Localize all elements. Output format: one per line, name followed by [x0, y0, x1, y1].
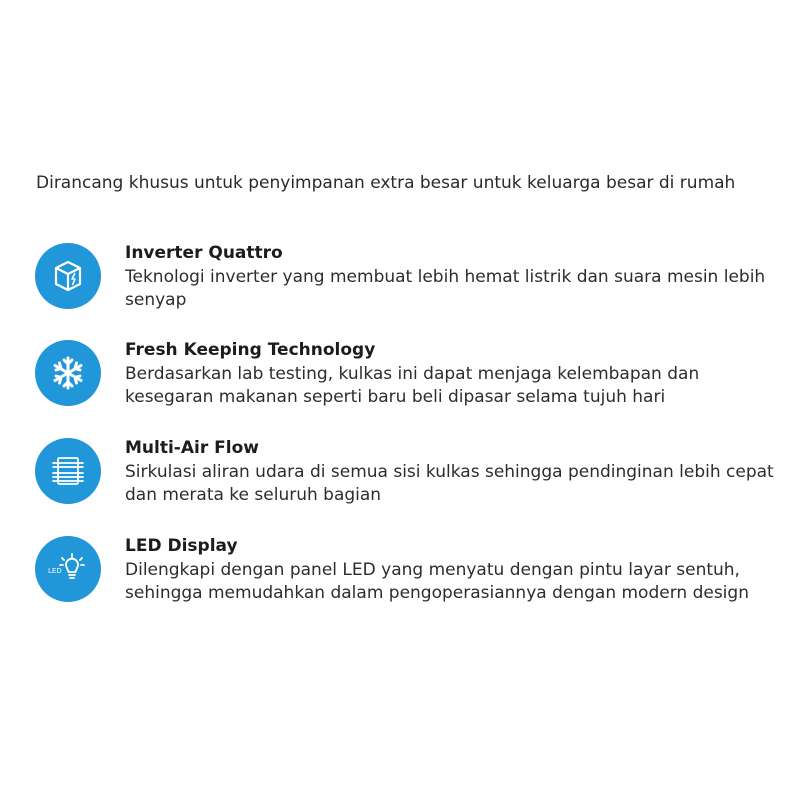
- feature-title: Fresh Keeping Technology: [125, 340, 376, 360]
- intro-text: Dirancang khusus untuk penyimpanan extra besar untuk keluarga besar di rumah: [36, 173, 736, 193]
- led-icon-label: LED: [48, 567, 62, 575]
- inverter-icon: [35, 243, 101, 309]
- snowflake-icon: [35, 340, 101, 406]
- feature-description: Berdasarkan lab testing, kulkas ini dapat menjaga kelembapan dan kesegaran makanan seperti baru beli dipasar selama tujuh hari: [125, 364, 700, 407]
- led-bulb-icon: [35, 536, 101, 602]
- feature-title: Inverter Quattro: [125, 243, 283, 263]
- feature-title: LED Display: [125, 536, 238, 556]
- feature-description: Dilengkapi dengan panel LED yang menyatu dengan pintu layar sentuh, sehingga memudahkan dalam pengoperasiannya dengan modern design: [125, 560, 749, 603]
- feature-fresh-keeping: [35, 340, 775, 420]
- feature-inverter-quattro: [35, 243, 775, 323]
- airflow-icon: [35, 438, 101, 504]
- feature-led-display: [35, 536, 775, 616]
- feature-description: Teknologi inverter yang membuat lebih hemat listrik dan suara mesin lebih senyap: [125, 267, 766, 310]
- feature-multi-air-flow: [35, 438, 775, 518]
- feature-description: Sirkulasi aliran udara di semua sisi kulkas sehingga pendinginan lebih cepat dan merata ke seluruh bagian: [125, 462, 774, 505]
- feature-title: Multi-Air Flow: [125, 438, 259, 458]
